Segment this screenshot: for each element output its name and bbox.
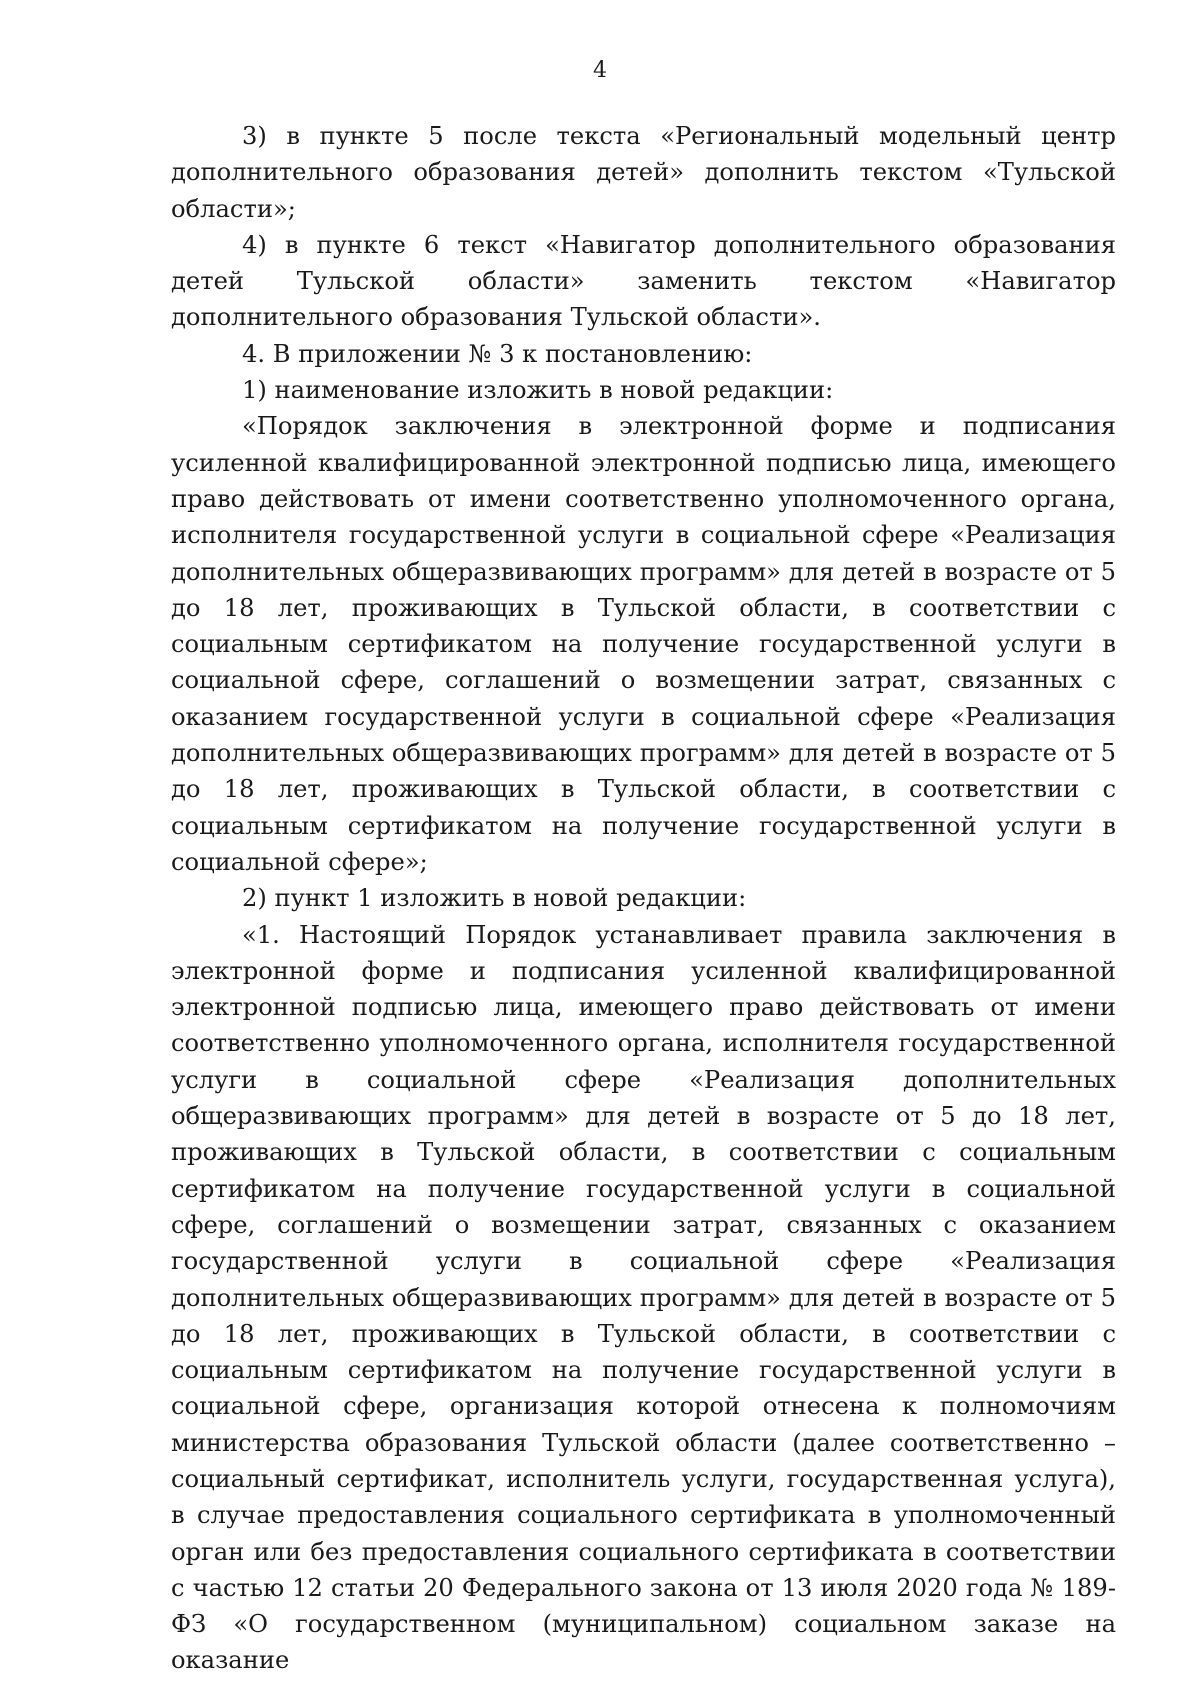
document-body [171,118,1116,1679]
paragraph-subitem-1: 1) наименование изложить в новой редакции: [242,376,834,405]
paragraph-quoted-title: «Порядок заключения в электронной форме и подписания усиленной квалифицированной электронной подписью лица, имеющего право действовать от имени соответственно уполномоченного органа, исполнителя государственной услуги в социальной сфере «Реализация дополнительных общеразвивающих программ» для детей в возрасте от 5 до 18 лет, проживающих в Тульской области, в соответствии с социальным сертификатом на получение государственной услуги в социальной сфере, соглашений о возмещении затрат, связанных с оказанием государственной услуги в социальной сфере «Реализация дополнительных общеразвивающих программ» для детей в возрасте от 5 до 18 лет, проживающих в Тульской области, в соответствии с социальным сертификатом на получение государственной услуги в социальной сфере»; [171,412,1116,876]
page-number: 4 [593,58,607,83]
paragraph-subitem-2: 2) пункт 1 изложить в новой редакции: [242,884,747,913]
paragraph-quoted-point-1: «1. Настоящий Порядок устанавливает правила заключения в электронной форме и подписания усиленной квалифицированной электронной подписью лица, имеющего право действовать от имени соответственно уполномоченного органа, исполнителя государственной услуги в социальной сфере «Реализация дополнительных общеразвивающих программ» для детей в возрасте от 5 до 18 лет, проживающих в Тульской области, в соответствии с социальным сертификатом на получение государственной услуги в социальной сфере, соглашений о возмещении затрат, связанных с оказанием государственной услуги в социальной сфере «Реализация дополнительных общеразвивающих программ» для детей в возрасте от 5 до 18 лет, проживающих в Тульской области, в соответствии с социальным сертификатом на получение государственной услуги в социальной сфере, организация которой отнесена к полномочиям министерства образования Тульской области (далее соответственно – социальный сертификат, исполнитель услуги, государственная услуга), в случае предоставления социального сертификата в уполномоченный орган или без предоставления социального сертификата в соответствии с частью 12 статьи 20 Федерального закона от 13 июля 2020 года № 189-ФЗ «О государственном (муниципальном) социальном заказе на оказание [171,920,1116,1675]
paragraph-section-4: 4. В приложении № 3 к постановлению: [242,339,753,368]
paragraph-item-4: 4) в пункте 6 текст «Навигатор дополнительного образования детей Тульской области» заменить текстом «Навигатор дополнительного образования Тульской области». [171,230,1116,332]
paragraph-item-3: 3) в пункте 5 после текста «Региональный модельный центр дополнительного образования детей» дополнить текстом «Тульской области»; [171,122,1116,223]
